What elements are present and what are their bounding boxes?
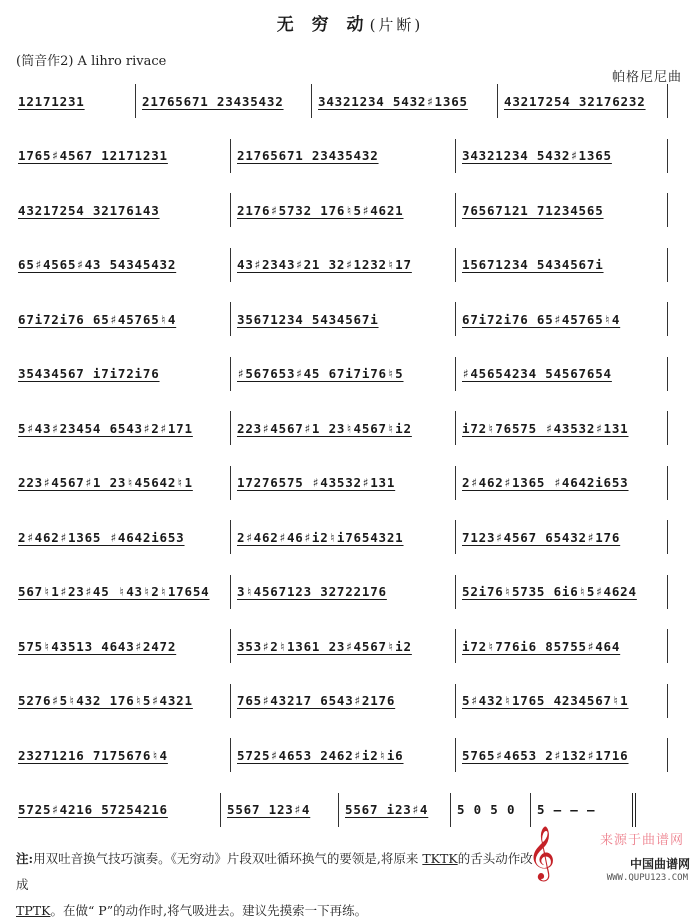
note-group: 5765♯4653 2♯132♯1716 xyxy=(462,747,629,763)
note-group: i72♮776i6 85755♯464 xyxy=(462,638,621,654)
measure xyxy=(16,248,231,282)
measure xyxy=(231,139,456,173)
measure xyxy=(16,411,231,445)
note-group: 223♯4567♯1 23♮45642♮1 xyxy=(18,475,193,490)
note-group: 5♯43♯23454 6543♯2♯171 xyxy=(18,420,193,436)
footnote xyxy=(16,846,536,924)
note-group: 17276575 ♯43532♯131 xyxy=(237,475,396,490)
measure xyxy=(456,466,668,500)
note-group: 23271216 7175676♮4 xyxy=(18,747,168,763)
note-group: 7123♯4567 65432♯176 xyxy=(462,529,621,545)
score-system xyxy=(16,248,668,303)
note-group: 5276♯5♮432 176♮5♯4321 xyxy=(18,693,193,708)
note-group: i72♮76575 ♯43532♯131 xyxy=(462,420,629,436)
note-group: 34321234 5432♯1365 xyxy=(462,148,612,163)
watermark-line-1: 来源于曲谱网 xyxy=(599,833,684,848)
measure xyxy=(231,302,456,336)
note-group: 12171231 xyxy=(18,93,85,109)
note-group: 223♯4567♯1 23♮4567♮i2 xyxy=(237,420,412,436)
footnote-tktk: TKTK xyxy=(422,851,458,866)
title-subtitle: (片断) xyxy=(369,16,424,34)
note-group: 43♯2343♯21 32♯1232♮17 xyxy=(237,257,412,272)
note-group: 43217254 32176143 xyxy=(18,202,160,218)
score xyxy=(16,84,668,847)
measure xyxy=(231,357,456,391)
measure xyxy=(456,629,668,663)
measure xyxy=(456,684,668,718)
note-group: 5725♯4216 57254216 xyxy=(18,802,168,817)
score-system xyxy=(16,193,668,248)
measure xyxy=(456,738,668,772)
footnote-tptk: TPTK xyxy=(16,903,51,918)
treble-clef-icon: 𝄞 xyxy=(528,825,556,879)
note-group: 5567 123♯4 xyxy=(227,802,311,817)
measure xyxy=(498,84,668,118)
measure xyxy=(16,139,231,173)
measure xyxy=(16,684,231,718)
score-system xyxy=(16,520,668,575)
measure xyxy=(231,629,456,663)
score-system xyxy=(16,357,668,412)
note-group: 15671234 5434567i xyxy=(462,257,604,272)
score-system xyxy=(16,466,668,521)
note-group: 575♮43513 4643♯2472 xyxy=(18,638,177,654)
measure xyxy=(456,248,668,282)
measure xyxy=(456,411,668,445)
note-group: 43217254 32176232 xyxy=(504,93,646,109)
score-system xyxy=(16,738,668,793)
note-group: 5 — — — xyxy=(537,802,596,817)
measure xyxy=(16,520,231,554)
note-group: 67i72i76 65♯45765♮4 xyxy=(462,311,621,327)
note-group: 52i76♮5735 6i6♮5♯4624 xyxy=(462,584,637,599)
note-group: 21765671 23435432 xyxy=(237,148,379,163)
measure xyxy=(456,575,668,609)
note-group: 5725♯4653 2462♯i2♮i6 xyxy=(237,747,404,763)
key-and-tempo: (筒音作2) A lihro rivace xyxy=(16,54,167,69)
note-group: 353♯2♮1361 23♯4567♮i2 xyxy=(237,638,412,654)
score-system xyxy=(16,684,668,739)
note-group: 65♯4565♯43 54345432 xyxy=(18,257,177,272)
footnote-text-3: 。在做“ P”的动作时,将气吸进去。建议先摸索一下再练。 xyxy=(50,903,368,918)
note-group: 765♯43217 6543♯2176 xyxy=(237,693,396,708)
measure xyxy=(312,84,498,118)
measure xyxy=(136,84,312,118)
measure xyxy=(16,193,231,227)
note-group: 21765671 23435432 xyxy=(142,93,284,109)
measure xyxy=(456,520,668,554)
measure xyxy=(231,738,456,772)
note-group: 5567 i23♯4 xyxy=(345,802,429,817)
measure xyxy=(16,629,231,663)
score-system xyxy=(16,84,668,139)
score-system xyxy=(16,139,668,194)
score-system xyxy=(16,575,668,630)
measure xyxy=(231,520,456,554)
note-group: ♯567653♯45 67i7i76♮5 xyxy=(237,366,404,381)
measure xyxy=(456,139,668,173)
measure xyxy=(231,411,456,445)
measure xyxy=(456,193,668,227)
measure xyxy=(231,248,456,282)
footnote-text-1: 用双吐音换气技巧演奏。《无穷动》片段双吐循环换气的要领是,将原来 xyxy=(33,851,419,866)
measure xyxy=(16,84,136,118)
measure xyxy=(16,575,231,609)
note-group: 1765♯4567 12171231 xyxy=(18,148,168,163)
note-group: 567♮1♯23♯45 ♮43♮2♮17654 xyxy=(18,584,210,599)
note-group: 34321234 5432♯1365 xyxy=(318,93,468,109)
footnote-text-2: 的舌头动作改成 xyxy=(16,851,533,892)
score-system xyxy=(16,629,668,684)
note-group: 76567121 71234565 xyxy=(462,202,604,218)
measure xyxy=(16,793,221,827)
note-group: 2♯462♯1365 ♯4642i653 xyxy=(462,475,629,490)
score-system xyxy=(16,302,668,357)
measure xyxy=(16,302,231,336)
note-group: 2♯462♯1365 ♯4642i653 xyxy=(18,529,185,545)
measure xyxy=(16,466,231,500)
title-text: 无 穷 动 xyxy=(276,15,370,35)
score-system xyxy=(16,411,668,466)
measure xyxy=(231,193,456,227)
measure xyxy=(339,793,451,827)
note-group: 35671234 5434567i xyxy=(237,311,379,327)
note-group: 5 0 5 0 xyxy=(457,802,516,817)
watermark-line-2: 中国曲谱网 xyxy=(629,857,690,871)
watermark-line-3: WWW.QUPU123.COM xyxy=(606,873,688,883)
measure xyxy=(16,357,231,391)
measure xyxy=(16,738,231,772)
measure xyxy=(456,302,668,336)
measure xyxy=(456,357,668,391)
composer: 帕格尼尼曲 xyxy=(611,70,682,85)
measure xyxy=(221,793,339,827)
measure xyxy=(231,575,456,609)
measure xyxy=(231,466,456,500)
measure xyxy=(231,684,456,718)
note-group: 2176♯5732 176♮5♯4621 xyxy=(237,202,404,218)
note-group: 2♯462♯46♯i2♮i7654321 xyxy=(237,529,404,545)
note-group: 3♮4567123 32722176 xyxy=(237,584,387,599)
piece-title xyxy=(0,10,700,35)
footnote-prefix: 注: xyxy=(16,851,34,866)
measure xyxy=(451,793,531,827)
site-watermark xyxy=(528,821,690,891)
note-group: 67i72i76 65♯45765♮4 xyxy=(18,311,177,327)
note-group: 5♯432♮1765 4234567♮1 xyxy=(462,693,629,708)
note-group: ♯45654234 54567654 xyxy=(462,366,612,381)
note-group: 35434567 i7i72i76 xyxy=(18,366,160,381)
